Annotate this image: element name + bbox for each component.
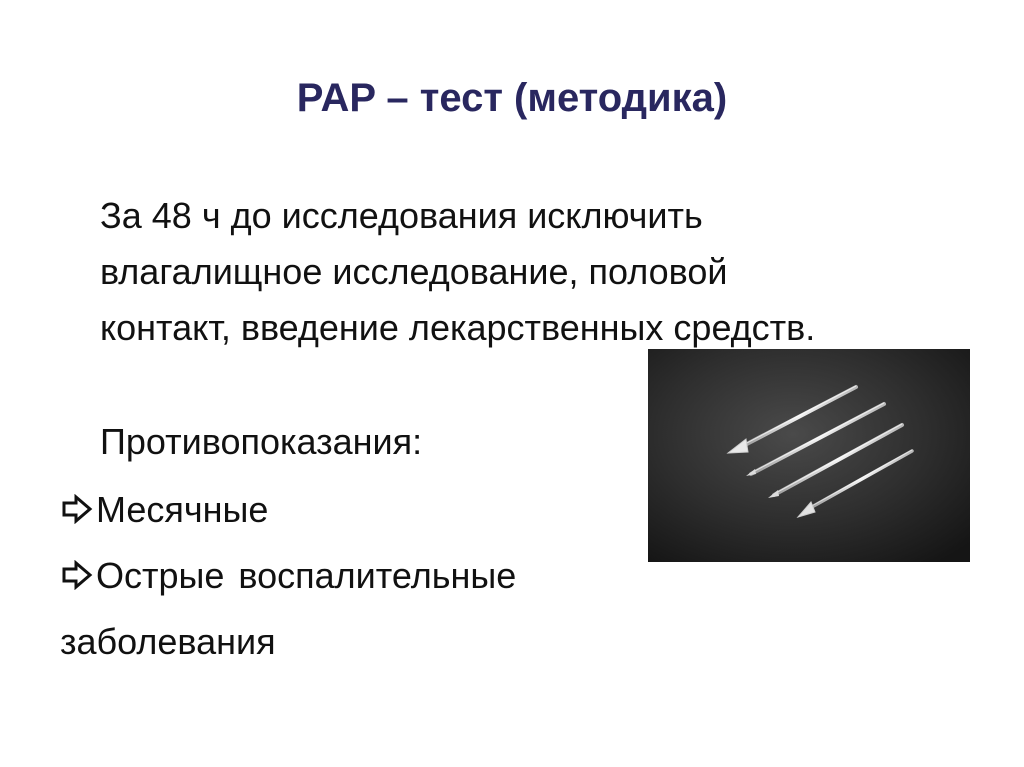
- arrow-right-outline-icon: [60, 550, 96, 606]
- arrow-right-outline-icon: [60, 484, 96, 540]
- preparation-paragraph: За 48 ч до исследования исключить влагалищное исследование, половой контакт, введение лекарственных средств.: [100, 195, 816, 348]
- slide-title: PAP – тест (методика): [296, 76, 728, 120]
- bullet-text: Месячные: [96, 489, 269, 530]
- cervical-brushes-photo: [648, 349, 970, 562]
- contraindications-heading: Противопоказания:: [100, 421, 423, 462]
- bullet-text-part1: Острые: [96, 555, 225, 596]
- bullet-continuation: заболевания: [60, 621, 276, 662]
- bullet-text-part2: воспалительные: [238, 555, 517, 596]
- bullet-item-menses: [60, 482, 268, 540]
- bullet-item-inflammatory: [60, 548, 516, 606]
